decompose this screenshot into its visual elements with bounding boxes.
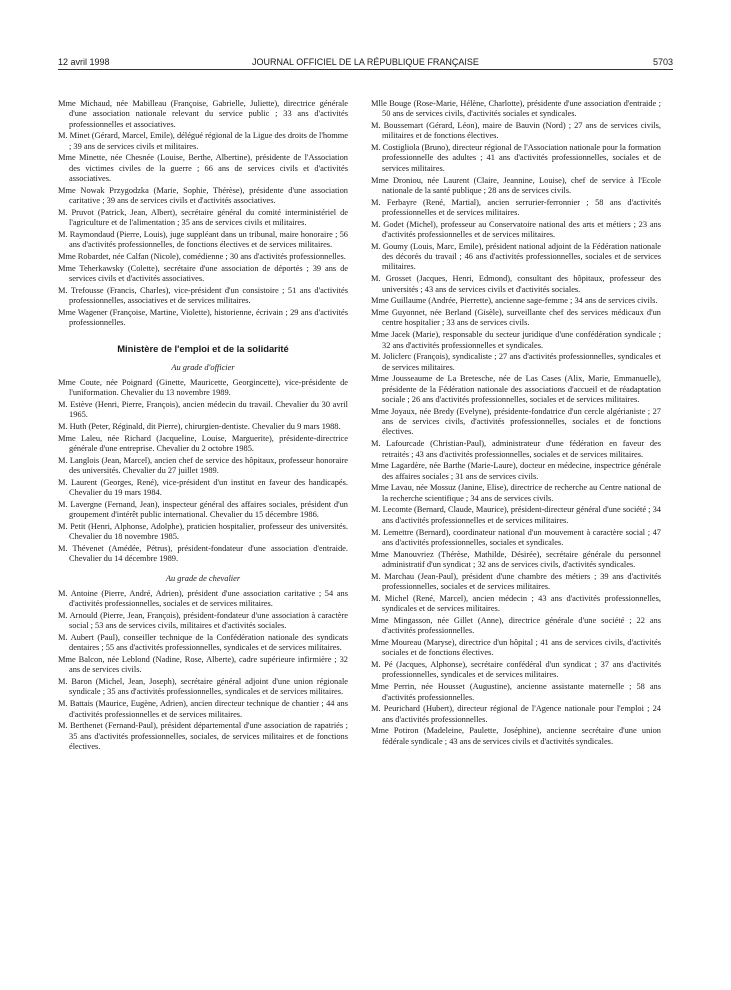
chevalier-entries-continued [371, 99, 661, 747]
decree-entry: M. Lemettre (Bernard), coordinateur national d'un mouvement à caractère social ; 47 ans d'activités professionnelles, sociales et syndicales. [371, 527, 661, 547]
decree-entry: Mme Wagener (Françoise, Martine, Violette), historienne, écrivain ; 29 ans d'activités professionnelles. [58, 308, 348, 328]
decree-entry: Mme Michaud, née Mabilleau (Françoise, Gabrielle, Juliette), directrice générale d'une association nationale relevant du service public ; 33 ans d'activités professionnelles et associatives. [58, 99, 348, 129]
decree-entry: Mme Jousseaume de La Bretesche, née de Las Cases (Alix, Marie, Emmanuelle), présidente de la Fédération nationale des associations d'accueil et de réadaptation sociale ; 26 ans d'activités professionnelles, sociales et de services militaires. [371, 374, 661, 405]
decree-entry: Mme Balcon, née Leblond (Nadine, Rose, Alberte), cadre supérieure infirmière ; 32 ans de services civils. [58, 655, 348, 675]
decree-entry: M. Marchau (Jean-Paul), président d'une chambre des métiers ; 39 ans d'activités professionnelles, sociales et de services militaires. [371, 571, 661, 592]
decree-entry: M. Ferbayre (René, Martial), ancien serrurier-ferronnier ; 58 ans d'activités professionnelles et de services militaires. [371, 197, 661, 217]
decree-entry: M. Lecomte (Bernard, Claude, Maurice), président-directeur général d'une société ; 34 ans d'activités professionnelles et de services militaires. [371, 505, 661, 525]
decree-entry: Mme Nowak Przygodzka (Marie, Sophie, Thérèse), présidente d'une association caritative ; 39 ans de services civils et d'activités associatives. [58, 185, 348, 206]
decree-entry: M. Pé (Jacques, Alphonse), secrétaire confédéral d'un syndicat ; 37 ans d'activités professionnelles, syndicales et de services militaires. [371, 660, 661, 680]
decree-entry: Mme Joyaux, née Bredy (Evelyne), présidente-fondatrice d'un cercle algérianiste ; 27 ans de services civils, d'activités professionnelles, sociales et de fonctions électives. [371, 406, 661, 437]
decree-entry: Mme Perrin, née Housset (Augustine), ancienne assistante maternelle ; 58 ans d'activités professionnelles. [371, 682, 661, 702]
decree-entry: M. Michel (René, Marcel), ancien médecin ; 43 ans d'activités professionnelles, syndicales et de services militaires. [371, 593, 661, 614]
decree-entry: Mme Manouvriez (Thérèse, Mathilde, Désirée), secrétaire générale du personnel administratif d'un syndicat ; 32 ans de services civils, d'activités syndicales. [371, 549, 661, 569]
decree-entry: Mme Mingasson, née Gillet (Anne), directrice générale d'une société ; 22 ans d'activités professionnelles. [371, 615, 661, 636]
decree-entry: M. Lavergne (Fernand, Jean), inspecteur général des affaires sociales, président d'un groupement d'intérêt public international. Chevalier du 15 décembre 1986. [58, 500, 348, 520]
decree-entry: M. Trefousse (Francis, Charles), vice-président d'un consistoire ; 51 ans d'activités professionnelles, associatives et de services militaires. [58, 286, 348, 306]
decree-entry: M. Langlois (Jean, Marcel), ancien chef de service des hôpitaux, professeur honoraire des universités. Chevalier du 27 juillet 1989. [58, 455, 348, 476]
journal-title: JOURNAL OFFICIEL DE LA RÉPUBLIQUE FRANÇAISE [252, 57, 479, 67]
officier-entries [58, 378, 348, 565]
decree-entry: Mlle Bouge (Rose-Marie, Hélène, Charlotte), présidente d'une association d'entraide ; 50 ans de services civils, d'activités sociales et syndicales. [371, 99, 661, 119]
decree-entry: M. Goumy (Louis, Marc, Emile), président national adjoint de la Fédération nationale des décorés du travail ; 46 ans d'activités professionnelles, sociales et de services militaires. [371, 241, 661, 272]
decree-entry: M. Joliclerc (François), syndicaliste ; 27 ans d'activités professionnelles, syndicales et de services militaires. [371, 352, 661, 372]
grade-heading-chevalier: Au grade de chevalier [165, 573, 241, 583]
decree-entry: Mme Moureau (Maryse), directrice d'un hôpital ; 41 ans de services civils, d'activités sociales et de fonctions électives. [371, 638, 661, 658]
decree-entry: Mme Minette, née Chesnée (Louise, Berthe, Albertine), présidente de l'Association des victimes civiles de la guerre ; 66 ans de services civils et d'activités associatives. [58, 153, 348, 184]
decree-entry: Mme Guillaume (Andrée, Pierrette), ancienne sage-femme ; 34 ans de services civils. [371, 296, 658, 306]
decree-entry: M. Berthenet (Fernand-Paul), président départemental d'une association de rapatriés ; 35 ans d'activités professionnelles, sociales, de services militaires et de fonctions électives. [58, 721, 348, 751]
decree-entry: Mme Laleu, née Richard (Jacqueline, Louise, Marguerite), présidente-directrice générale d'une entreprise. Chevalier du 2 octobre 1985. [58, 433, 348, 454]
decree-entry: M. Boussemart (Gérard, Léon), maire de Bauvin (Nord) ; 27 ans de services civils, militaires et de fonctions électives. [371, 121, 661, 141]
decree-entry: Mme Guyonnet, née Berland (Gisèle), surveillante chef des services médicaux d'un centre hospitalier ; 33 ans de services civils. [371, 308, 661, 328]
chevalier-entries [58, 589, 348, 752]
decree-entry: M. Petit (Henri, Alphonse, Adolphe), praticien hospitalier, professeur des universités. Chevalier du 18 novembre 1985. [58, 522, 348, 542]
left-column [58, 99, 348, 754]
decree-entry: Mme Robardet, née Calfan (Nicole), comédienne ; 30 ans d'activités professionnelles. [58, 252, 346, 262]
decree-entry: M. Godet (Michel), professeur au Conservatoire national des arts et métiers ; 23 ans d'activités professionnelles et de services militaires. [371, 219, 661, 240]
decree-entry: Mme Lagardère, née Barthe (Marie-Laure), docteur en médecine, inspectrice générale des affaires sociales ; 31 ans de services civils. [371, 461, 661, 481]
decree-entry: Mme Potiron (Madeleine, Paulette, Joséphine), ancienne secrétaire d'une union fédérale syndicale ; 43 ans de services civils et d'activités syndicales. [371, 726, 661, 746]
decree-entry: M. Battais (Maurice, Eugène, Adrien), ancien directeur technique de chantier ; 44 ans d'activités professionnelles et de services militaires. [58, 699, 348, 719]
ministry-section-title: Ministère de l'emploi et de la solidarité [117, 342, 289, 354]
decree-entry: M. Grosset (Jacques, Henri, Edmond), consultant des hôpitaux, professeur des universités ; 43 ans de services civils et d'activités sociales. [371, 274, 661, 294]
decree-entry: M. Raymondaud (Pierre, Louis), juge suppléant dans un tribunal, maire honoraire ; 56 ans d'activités professionnelles, de fonctions électives et de services militaires. [58, 230, 348, 250]
page-number: 5703 [652, 57, 673, 67]
decree-entry: Mme Lavau, née Mossuz (Janine, Elise), directrice de recherche au Centre national de la recherche scientifique ; 34 ans de services civils. [371, 483, 661, 503]
decree-entry: M. Arnould (Pierre, Jean, François), président-fondateur d'une association à caractère social ; 53 ans de services civils, militaires et d'activités sociales. [58, 610, 348, 631]
header-rule [58, 69, 673, 70]
decree-entry: Mme Coute, née Poignard (Ginette, Mauricette, Georgincette), vice-présidente de l'uniformation. Chevalier du 13 novembre 1989. [58, 377, 348, 398]
decree-entry: M. Aubert (Paul), conseiller technique de la Confédération nationale des syndicats dentaires ; 55 ans d'activités professionnelles, syndicales et de services militaires. [58, 632, 348, 653]
decree-entry: M. Lafourcade (Christian-Paul), administrateur d'une fédération en faveur des retraités ; 43 ans d'activités professionnelles, sociales et de services militaires. [371, 439, 661, 459]
page-header [58, 56, 673, 70]
decree-entry: Mme Teherkawsky (Colette), secrétaire d'une association de déportés ; 39 ans de services civils et d'activités associatives. [58, 263, 348, 284]
grade-heading-officier: Au grade d'officier [171, 362, 235, 372]
decree-entry: M. Thévenet (Amédée, Pétrus), président-fondateur d'une association d'entraide. Chevalier du 14 décembre 1989. [58, 544, 348, 564]
decree-entry: M. Minet (Gérard, Marcel, Emile), délégué régional de la Ligue des droits de l'homme ; 39 ans de services civils et militaires. [58, 131, 348, 151]
header-date: 12 avril 1998 [58, 57, 110, 67]
decree-entry: M. Baron (Michel, Jean, Joseph), secrétaire général adjoint d'une union régionale syndicale ; 35 ans d'activités professionnelles, syndicales et de services militaires. [58, 677, 348, 697]
decree-entry: M. Estève (Henri, Pierre, François), ancien médecin du travail. Chevalier du 30 avril 1965. [58, 399, 348, 420]
right-column [371, 99, 661, 749]
decree-entry: M. Peurichard (Hubert), directeur régional de l'Agence nationale pour l'emploi ; 24 ans d'activités professionnelles. [371, 704, 661, 724]
decree-entry: M. Laurent (Georges, René), vice-président d'un institut en faveur des handicapés. Chevalier du 19 mars 1984. [58, 477, 348, 498]
decree-entry: Mme Droniou, née Laurent (Claire, Jeannine, Louise), chef de service à l'Ecole nationale de la santé publique ; 28 ans de services civils. [371, 175, 661, 195]
decree-entry: M. Antoine (Pierre, André, Adrien), président d'une association caritative ; 54 ans d'activités professionnelles, sociales et de services militaires. [58, 588, 348, 609]
decree-entry: M. Huth (Peter, Réginald, dit Pierre), chirurgien-dentiste. Chevalier du 9 mars 1988. [58, 421, 341, 431]
decree-entry: Mme Jacek (Marie), responsable du secteur juridique d'une confédération syndicale ; 32 ans d'activités professionnelles et syndicales. [371, 330, 661, 350]
decree-entry: M. Costigliola (Bruno), directeur régional de l'Association nationale pour la formation professionnelle des adultes ; 41 ans d'activités professionnelles, sociales et de services militaires. [371, 143, 661, 173]
decree-entries-top [58, 99, 348, 329]
decree-entry: M. Pruvot (Patrick, Jean, Albert), secrétaire général du comité interministériel de l'agriculture et de l'alimentation ; 35 ans de services civils et militaires. [58, 207, 348, 228]
